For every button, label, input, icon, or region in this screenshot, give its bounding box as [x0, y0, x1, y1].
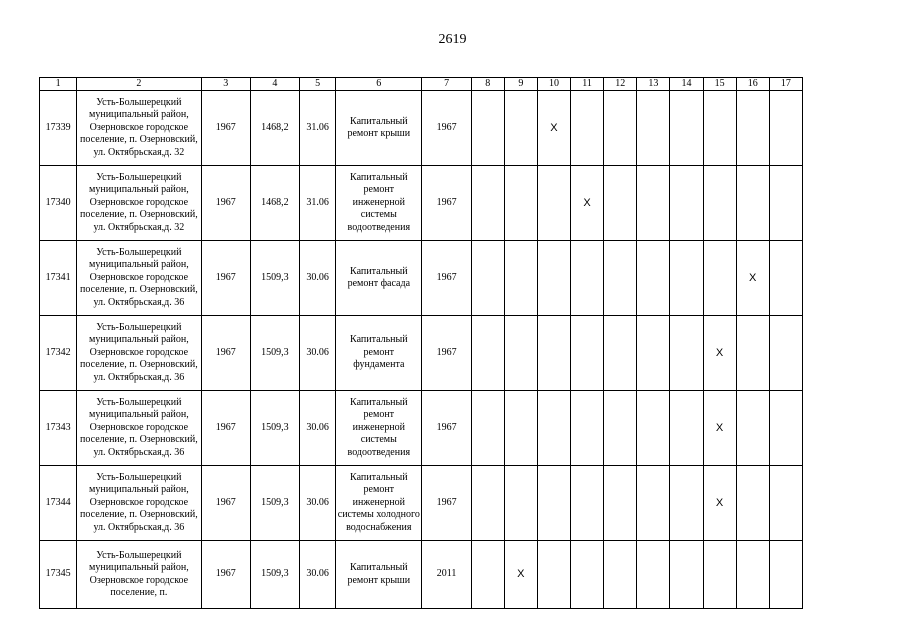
year-cell: 1967 [422, 166, 471, 241]
mark-cell [471, 466, 504, 541]
mark-cell [670, 466, 703, 541]
mark-cell [637, 241, 670, 316]
mark-cell [670, 166, 703, 241]
mark-cell [604, 316, 637, 391]
address-cell: Усть-Большерецкий муниципальный район, Озерновское городское поселение, п. Озерновский, ул. Октябрьская,д. 32 [77, 91, 201, 166]
mark-cell [670, 541, 703, 609]
wear-cell: 30.06 [300, 466, 336, 541]
mark-cell [504, 166, 537, 241]
mark-cell [571, 316, 604, 391]
address-cell: Усть-Большерецкий муниципальный район, Озерновское городское поселение, п. Озерновский, ул. Октябрьская,д. 36 [77, 241, 201, 316]
column-header: 5 [300, 78, 336, 91]
mark-cell [703, 241, 736, 316]
row-id: 17340 [40, 166, 77, 241]
mark-cell [769, 466, 802, 541]
column-header: 16 [736, 78, 769, 91]
table-row [40, 166, 803, 241]
wear-cell: 31.06 [300, 91, 336, 166]
mark-cell [703, 166, 736, 241]
mark-cell [637, 466, 670, 541]
row-id: 17343 [40, 391, 77, 466]
area-cell: 1509,3 [250, 541, 299, 609]
column-header: 12 [604, 78, 637, 91]
column-header: 17 [769, 78, 802, 91]
mark-cell [537, 241, 570, 316]
mark-cell [637, 316, 670, 391]
wear-cell: 30.06 [300, 391, 336, 466]
mark-cell [703, 91, 736, 166]
year-cell: 1967 [422, 466, 471, 541]
mark-cell [604, 466, 637, 541]
mark-cell [637, 166, 670, 241]
mark-cell [769, 166, 802, 241]
capital-repair-table [39, 77, 803, 609]
year-built-cell: 1967 [201, 391, 250, 466]
mark-cell: Х [703, 466, 736, 541]
mark-cell [670, 91, 703, 166]
mark-cell [637, 541, 670, 609]
wear-cell: 30.06 [300, 541, 336, 609]
header-row [40, 78, 803, 91]
mark-cell [571, 91, 604, 166]
work-type-cell: Капитальный ремонт фасада [336, 241, 422, 316]
mark-cell [471, 391, 504, 466]
column-header: 15 [703, 78, 736, 91]
mark-cell: Х [703, 316, 736, 391]
mark-cell [769, 316, 802, 391]
mark-cell [471, 316, 504, 391]
work-type-cell: Капитальный ремонт фундамента [336, 316, 422, 391]
table-row [40, 91, 803, 166]
row-id: 17344 [40, 466, 77, 541]
mark-cell: Х [571, 166, 604, 241]
mark-cell [537, 466, 570, 541]
row-id: 17341 [40, 241, 77, 316]
work-type-cell: Капитальный ремонт инженерной системы водоотведения [336, 391, 422, 466]
mark-cell [736, 316, 769, 391]
year-built-cell: 1967 [201, 316, 250, 391]
year-cell: 1967 [422, 241, 471, 316]
row-id: 17339 [40, 91, 77, 166]
mark-cell [769, 391, 802, 466]
address-cell: Усть-Большерецкий муниципальный район, Озерновское городское поселение, п. Озерновский, ул. Октябрьская,д. 36 [77, 466, 201, 541]
mark-cell [637, 91, 670, 166]
column-header: 11 [571, 78, 604, 91]
table-row [40, 241, 803, 316]
mark-cell [504, 316, 537, 391]
mark-cell [471, 91, 504, 166]
mark-cell [670, 241, 703, 316]
row-id: 17345 [40, 541, 77, 609]
table-row [40, 316, 803, 391]
work-type-cell: Капитальный ремонт крыши [336, 91, 422, 166]
year-built-cell: 1967 [201, 541, 250, 609]
mark-cell [637, 391, 670, 466]
mark-cell [736, 91, 769, 166]
area-cell: 1509,3 [250, 316, 299, 391]
area-cell: 1509,3 [250, 466, 299, 541]
mark-cell [504, 466, 537, 541]
work-type-cell: Капитальный ремонт крыши [336, 541, 422, 609]
mark-cell [537, 316, 570, 391]
year-built-cell: 1967 [201, 466, 250, 541]
mark-cell [769, 541, 802, 609]
column-header: 3 [201, 78, 250, 91]
area-cell: 1509,3 [250, 391, 299, 466]
area-cell: 1468,2 [250, 166, 299, 241]
column-header: 2 [77, 78, 201, 91]
mark-cell [504, 91, 537, 166]
area-cell: 1468,2 [250, 91, 299, 166]
column-header: 8 [471, 78, 504, 91]
column-header: 9 [504, 78, 537, 91]
mark-cell [736, 166, 769, 241]
table-row [40, 391, 803, 466]
mark-cell [504, 391, 537, 466]
mark-cell [604, 166, 637, 241]
mark-cell: Х [537, 91, 570, 166]
mark-cell [604, 241, 637, 316]
mark-cell [571, 241, 604, 316]
table-row [40, 466, 803, 541]
row-id: 17342 [40, 316, 77, 391]
mark-cell [537, 391, 570, 466]
mark-cell [769, 241, 802, 316]
column-header: 10 [537, 78, 570, 91]
work-type-cell: Капитальный ремонт инженерной системы водоотведения [336, 166, 422, 241]
area-cell: 1509,3 [250, 241, 299, 316]
column-header: 6 [336, 78, 422, 91]
column-header: 14 [670, 78, 703, 91]
column-header: 7 [422, 78, 471, 91]
mark-cell [537, 166, 570, 241]
year-cell: 2011 [422, 541, 471, 609]
mark-cell [670, 316, 703, 391]
mark-cell [736, 391, 769, 466]
mark-cell [736, 541, 769, 609]
table-row [40, 541, 803, 609]
wear-cell: 30.06 [300, 316, 336, 391]
column-header: 13 [637, 78, 670, 91]
wear-cell: 30.06 [300, 241, 336, 316]
year-built-cell: 1967 [201, 241, 250, 316]
mark-cell: Х [736, 241, 769, 316]
mark-cell [471, 166, 504, 241]
address-cell: Усть-Большерецкий муниципальный район, Озерновское городское поселение, п. [77, 541, 201, 609]
year-cell: 1967 [422, 316, 471, 391]
year-built-cell: 1967 [201, 91, 250, 166]
mark-cell [670, 391, 703, 466]
mark-cell [571, 466, 604, 541]
mark-cell: Х [504, 541, 537, 609]
mark-cell [571, 391, 604, 466]
mark-cell [604, 541, 637, 609]
mark-cell [604, 91, 637, 166]
mark-cell [504, 241, 537, 316]
wear-cell: 31.06 [300, 166, 336, 241]
mark-cell [769, 91, 802, 166]
mark-cell [736, 466, 769, 541]
mark-cell [703, 541, 736, 609]
address-cell: Усть-Большерецкий муниципальный район, Озерновское городское поселение, п. Озерновский, ул. Октябрьская,д. 36 [77, 391, 201, 466]
year-built-cell: 1967 [201, 166, 250, 241]
mark-cell [471, 541, 504, 609]
mark-cell [537, 541, 570, 609]
mark-cell [604, 391, 637, 466]
address-cell: Усть-Большерецкий муниципальный район, Озерновское городское поселение, п. Озерновский, ул. Октябрьская,д. 32 [77, 166, 201, 241]
year-cell: 1967 [422, 391, 471, 466]
page-number: 2619 [438, 32, 467, 47]
year-cell: 1967 [422, 91, 471, 166]
address-cell: Усть-Большерецкий муниципальный район, Озерновское городское поселение, п. Озерновский, ул. Октябрьская,д. 36 [77, 316, 201, 391]
column-header: 1 [40, 78, 77, 91]
mark-cell: Х [703, 391, 736, 466]
column-header: 4 [250, 78, 299, 91]
work-type-cell: Капитальный ремонт инженерной системы холодного водоснабжения [336, 466, 422, 541]
mark-cell [571, 541, 604, 609]
mark-cell [471, 241, 504, 316]
